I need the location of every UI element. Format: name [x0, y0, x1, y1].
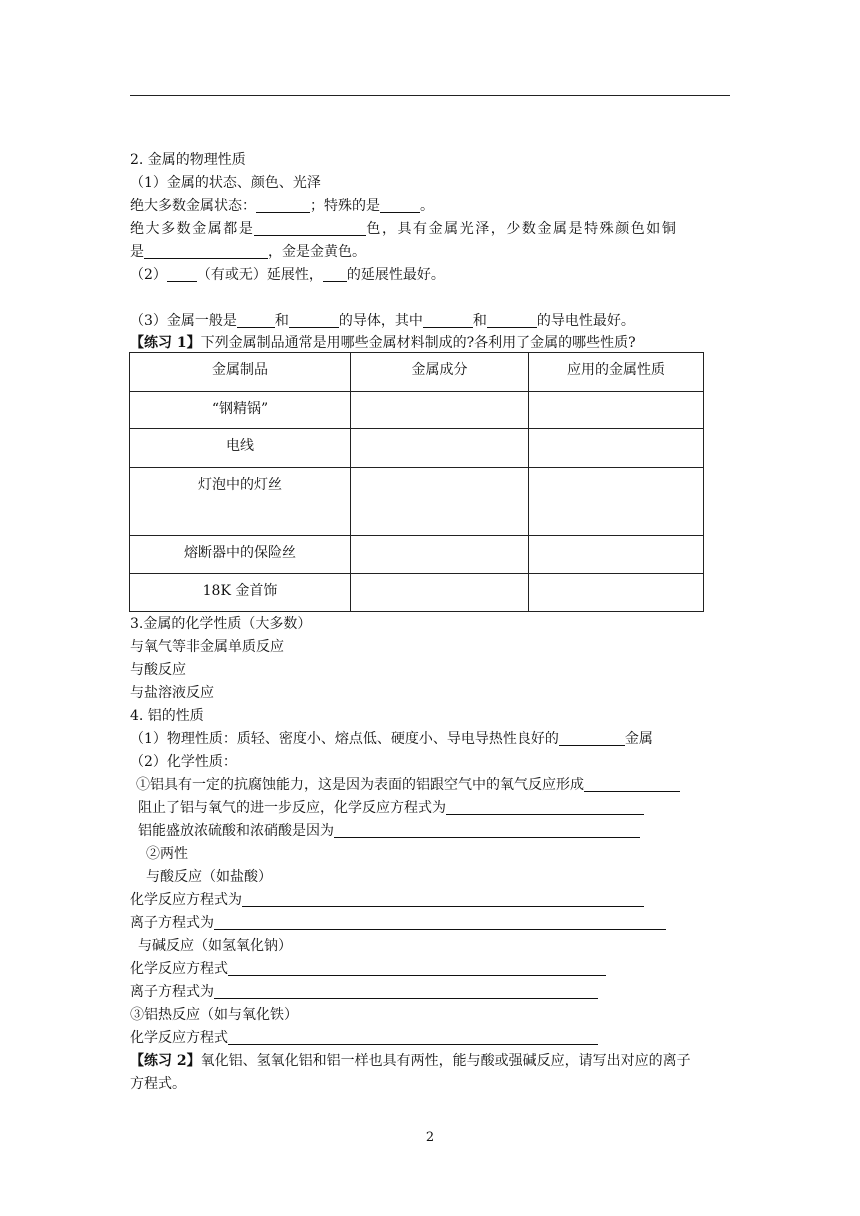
acid-equation-line: 化学反应方程式为 [130, 890, 644, 910]
blank[interactable] [167, 267, 197, 282]
blank[interactable] [423, 313, 473, 328]
product-cell: 电线 [130, 429, 351, 468]
section-3-title: 3.金属的化学性质（大多数） [130, 616, 312, 632]
exercise-2-continued: 方程式。 [130, 1076, 186, 1092]
property-cell[interactable] [529, 392, 704, 429]
blank[interactable] [237, 313, 275, 328]
header-rule [130, 95, 730, 96]
composition-cell[interactable] [351, 574, 529, 612]
page-number: 2 [425, 1130, 435, 1145]
acid-reaction-heading: 与酸反应（如盐酸） [146, 869, 272, 885]
blank[interactable] [242, 892, 644, 907]
thermite-heading: ③铝热反应（如与氧化铁） [130, 1007, 298, 1023]
acid-ionic-line: 离子方程式为 [130, 913, 666, 933]
base-reaction-heading: 与碱反应（如氢氧化钠） [138, 938, 292, 954]
property-cell[interactable] [529, 574, 704, 612]
table-row [130, 536, 704, 574]
table-row [130, 392, 704, 429]
table-row [130, 468, 704, 536]
color-line-2: 是 ，金是金黄色。 [130, 244, 366, 260]
composition-cell[interactable] [351, 392, 529, 429]
product-cell: 灯泡中的灯丝 [130, 468, 351, 536]
section-2-title: 2. 金属的物理性质 [130, 152, 246, 168]
header-property: 应用的金属性质 [529, 353, 704, 392]
subsection-1: （1）金属的状态、颜色、光泽 [130, 175, 321, 191]
oxidation-line: 阻止了铝与氧气的进一步反应，化学反应方程式为 [138, 798, 644, 818]
exercise-2: 【练习 2】氧化铝、氢氧化铝和铝一样也具有两性，能与酸或强碱反应，请写出对应的离子 [130, 1053, 691, 1069]
blank[interactable] [228, 1030, 598, 1045]
blank[interactable] [289, 313, 339, 328]
blank[interactable] [334, 823, 640, 838]
header-product: 金属制品 [130, 353, 351, 392]
exercise-1: 【练习 1】下列金属制品通常是用哪些金属材料制成的?各利用了金属的哪些性质? [130, 335, 636, 351]
section-3-item: 与氧气等非金属单质反应 [130, 639, 284, 655]
blank[interactable] [584, 777, 680, 792]
blank[interactable] [487, 313, 537, 328]
section-3-item: 与酸反应 [130, 662, 186, 678]
blank[interactable] [214, 984, 598, 999]
blank[interactable] [446, 800, 644, 815]
composition-cell[interactable] [351, 536, 529, 574]
base-equation-line: 化学反应方程式 [130, 959, 606, 979]
state-line: 绝大多数金属状态： ；特殊的是 。 [130, 198, 434, 214]
composition-cell[interactable] [351, 468, 529, 536]
product-cell: 18K 金首饰 [130, 574, 351, 612]
blank[interactable] [323, 267, 347, 282]
physical-properties-line: （1）物理性质：质轻、密度小、熔点低、硬度小、导电导热性良好的 金属 [130, 731, 653, 747]
section-3-item: 与盐溶液反应 [130, 685, 214, 701]
property-cell[interactable] [529, 536, 704, 574]
section-4-title: 4. 铝的性质 [130, 708, 204, 724]
product-cell: 熔断器中的保险丝 [130, 536, 351, 574]
blank[interactable] [380, 198, 420, 213]
blank[interactable] [214, 915, 666, 930]
property-cell[interactable] [529, 468, 704, 536]
chemical-properties-heading: （2）化学性质： [130, 754, 237, 770]
ductility-line: （2） （有或无）延展性， 的延展性最好。 [130, 267, 445, 283]
base-ionic-line: 离子方程式为 [130, 982, 598, 1002]
color-line: 绝大多数金属都是 色，具有金属光泽，少数金属是特殊颜色如铜 [130, 221, 678, 237]
blank[interactable] [228, 961, 606, 976]
blank[interactable] [254, 221, 366, 236]
passivation-line: 铝能盛放浓硫酸和浓硝酸是因为 [138, 821, 640, 841]
metals-table [129, 352, 704, 612]
property-cell[interactable] [529, 429, 704, 468]
composition-cell[interactable] [351, 429, 529, 468]
amphoteric-heading: ②两性 [146, 846, 188, 862]
table-header-row [130, 353, 704, 392]
header-composition: 金属成分 [351, 353, 529, 392]
corrosion-line: ①铝具有一定的抗腐蚀能力，这是因为表面的铝跟空气中的氧气反应形成 [136, 775, 680, 795]
blank[interactable] [256, 198, 310, 213]
conductivity-line: （3）金属一般是 和 的导体，其中 和 的导电性最好。 [130, 313, 635, 329]
product-cell: “钢精锅” [130, 392, 351, 429]
table-row [130, 574, 704, 612]
table-row [130, 429, 704, 468]
blank[interactable] [559, 731, 625, 746]
thermite-equation-line: 化学反应方程式 [130, 1028, 598, 1048]
blank[interactable] [144, 244, 268, 259]
